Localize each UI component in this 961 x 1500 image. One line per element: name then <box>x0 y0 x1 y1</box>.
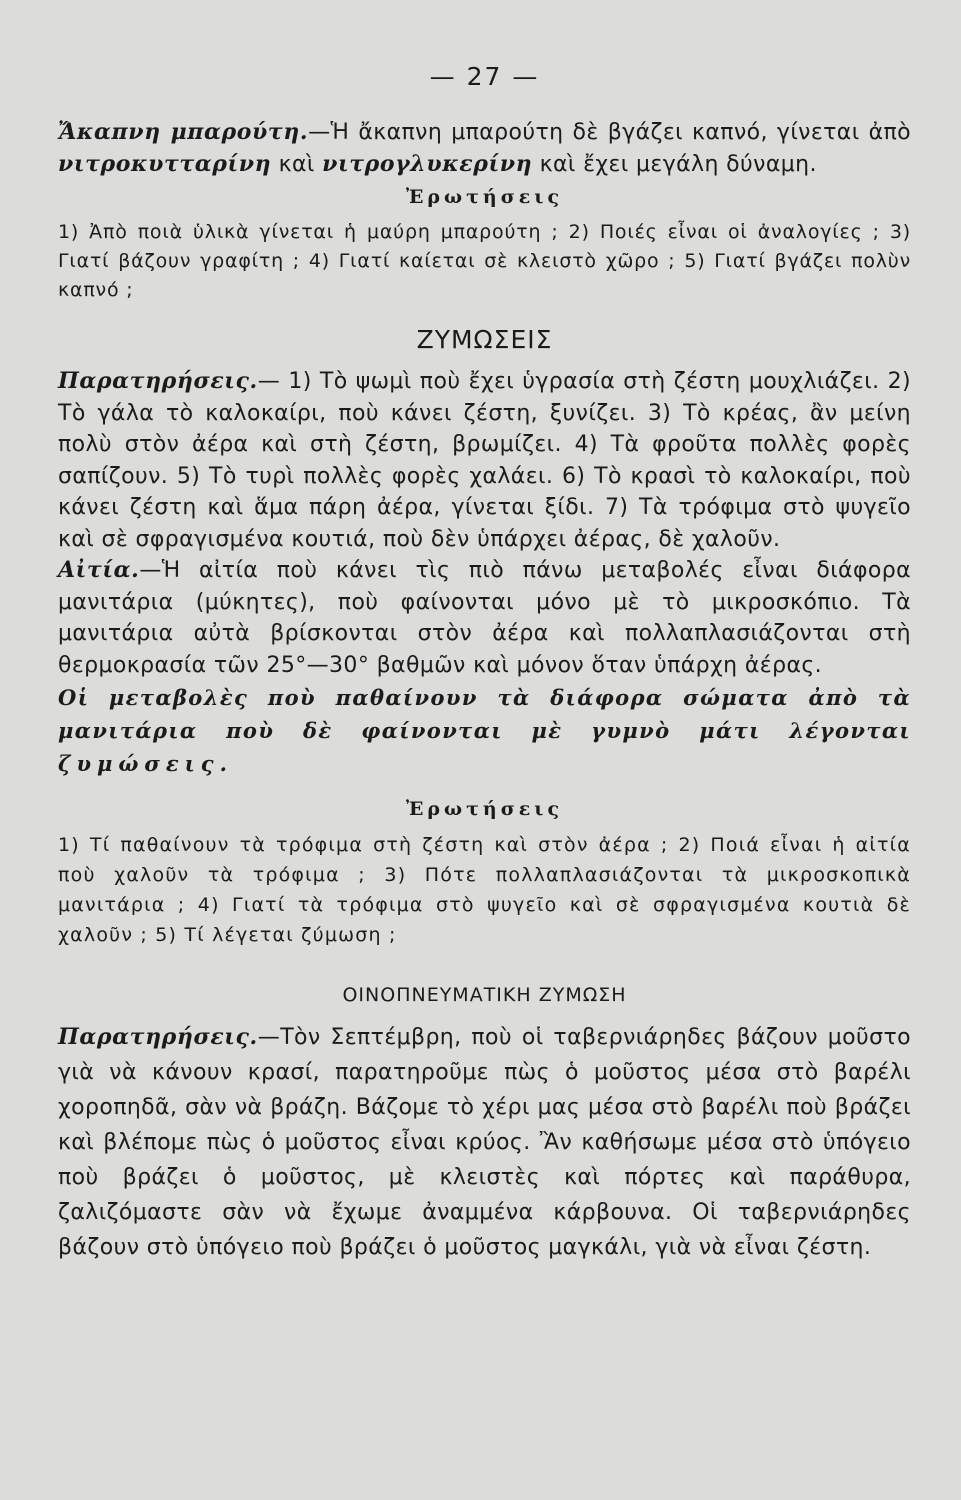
questions-heading-1: Ἐρωτήσεις <box>405 186 564 208</box>
observations-text-1: — 1) Τὸ ψωμὶ ποὺ ἔχει ὑγρασία στὴ ζέστη μουχλιάζει. 2) Τὸ γάλα τὸ καλοκαίρι, ποὺ κάνει ζέστη, ξυνίζει. 3) Τὸ κρέας, ἂν μείνη πολὺ στὸν ἀέρα καὶ στὴ ζέστη, βρωμίζει. 4) Τὰ φροῦτα πολλὲς φορὲς σαπίζουν. 5) Τὸ τυρὶ πολλὲς φορὲς χαλάει. 6) Τὸ κρασὶ τὸ καλοκαίρι, ποὺ κάνει ζέστη καὶ ἅμα πάρη ἀέρα, γίνεται ξίδι. 7) Τὰ τρόφιμα στὸ ψυγεῖο καὶ σὲ σφραγισμένα κουτιά, ποὺ δὲν ὑπάρχει ἀέρας, δὲ χαλοῦν. <box>58 369 911 552</box>
intro-text-a: —Ἡ ἄκαπνη μπαρούτη δὲ βγάζει καπνό, γίνεται ἀπὸ <box>308 120 911 145</box>
intro-term: Ἄκαπνη μπαρούτη. <box>58 119 309 145</box>
intro-paragraph <box>58 117 911 180</box>
page-number: — 27 — <box>429 62 540 91</box>
questions-text-1: 1) Ἀπὸ ποιὰ ὑλικὰ γίνεται ἡ μαύρη μπαρούτη ; 2) Ποιές εἶναι οἱ ἀναλογίες ; 3) Γιατί βάζουν γραφίτη ; 4) Γιατί καίεται σὲ κλειστὸ χῶρο ; 5) Γιατί βγάζει πολὺν καπνό ; <box>58 221 911 301</box>
section-title-fermentation: ΖΥΜΩΣΕΙΣ <box>416 325 553 354</box>
questions-text-2: 1) Τί παθαίνουν τὰ τρόφιμα στὴ ζέστη καὶ στὸν ἀέρα ; 2) Ποιά εἶναι ἡ αἰτία ποὺ χαλοῦν τὰ τρόφιμα ; 3) Πότε πολλαπλασιάζονται τὰ μικροσκοπικὰ μανιτάρια ; 4) Γιατί τὰ τρόφιμα στὸ ψυγεῖο καὶ σὲ σφραγισμένα κουτιὰ δὲ χαλοῦν ; 5) Τί λέγεται ζύμωση ; <box>58 834 911 946</box>
observations-label-2: Παρατηρήσεις. <box>58 1024 258 1050</box>
cause-paragraph <box>58 555 911 681</box>
definition-text: Οἱ μεταβολὲς ποὺ παθαίνουν τὰ διάφορα σώματα ἀπὸ τὰ μανιτάρια ποὺ δὲ φαίνονται μὲ γυμνὸ μάτι λέγονται <box>58 685 911 743</box>
definition-term: ζυμώσεις. <box>58 751 233 776</box>
definition-paragraph <box>58 681 911 780</box>
observations-text-2: —Τὸν Σεπτέμβρη, ποὺ οἱ ταβερνιάρηδες βάζουν μοῦστο γιὰ νὰ κάνουν κρασί, παρατηροῦμε πὼς ὁ μοῦστος μέσα στὸ βαρέλι χοροπηδᾶ, σὰν νὰ βράζη. Βάζομε τὸ χέρι μας μέσα στὸ βαρέλι ποὺ βράζει καὶ βλέπομε πὼς ὁ μοῦστος εἶναι κρύος. Ἂν καθήσωμε μέσα στὸ ὑπόγειο ποὺ βράζει ὁ μοῦστος, μὲ κλειστὲς καὶ πόρτες καὶ παράθυρα, ζαλιζόμαστε σὰν νὰ ἔχωμε ἀναμμένα κάρβουνα. Οἱ ταβερνιάρηδες βάζουν στὸ ὑπόγειο ποὺ βράζει ὁ μοῦστος μαγκάλι, γιὰ νὰ εἶναι ζέστη. <box>58 1025 911 1260</box>
questions-heading-2: Ἐρωτήσεις <box>405 798 564 820</box>
intro-term-3: νιτρογλυκερίνη <box>322 150 533 177</box>
intro-term-2: νιτροκυτταρίνη <box>58 150 272 177</box>
section-title-alcoholic-fermentation: ΟΙΝΟΠΝΕΥΜΑΤΙΚΗ ΖΥΜΩΣΗ <box>342 984 627 1006</box>
intro-text-b: καὶ <box>271 151 323 177</box>
observations-paragraph-1 <box>58 366 911 555</box>
cause-label: Αἰτία. <box>58 557 140 583</box>
observations-label-1: Παρατηρήσεις. <box>58 368 258 394</box>
observations-paragraph-2 <box>58 1020 911 1265</box>
cause-text: —Ἡ αἰτία ποὺ κάνει τὶς πιὸ πάνω μεταβολές εἶναι διάφορα μανιτάρια (μύκητες), ποὺ φαίνονται μόνο μὲ τὸ μικροσκόπιο. Τὰ μανιτάρια αὐτὰ βρίσκονται στὸν ἀέρα καὶ πολλαπλασιάζονται στὴ θερμοκρασία τῶν 25°—30° βαθμῶν καὶ μόνον ὅταν ὑπάρχη ἀέρας. <box>58 558 911 678</box>
intro-text-c: καὶ ἔχει μεγάλη δύναμη. <box>532 151 817 177</box>
